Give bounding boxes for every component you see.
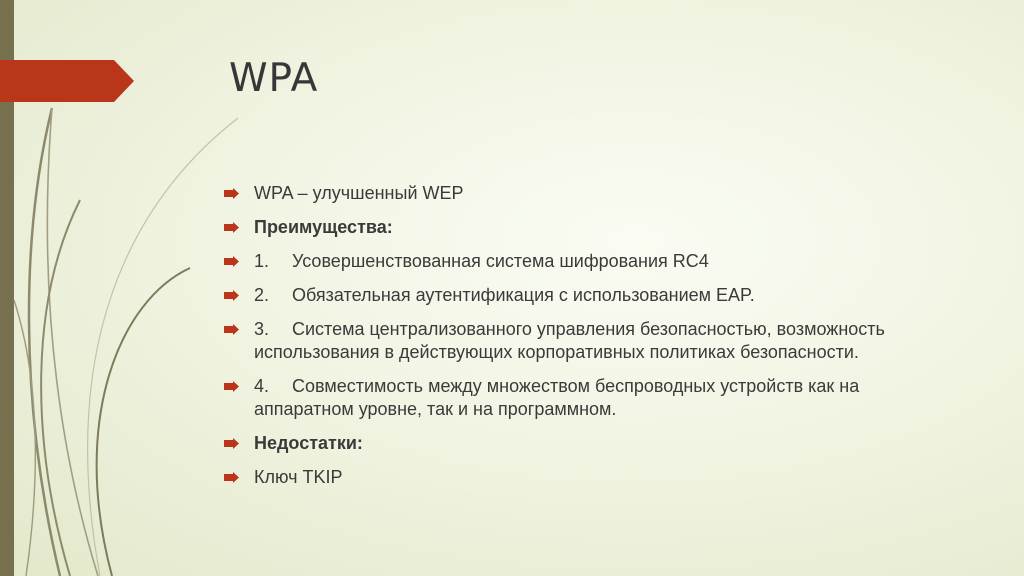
arrow-bullet-icon: [224, 381, 239, 392]
list-item: [224, 284, 954, 307]
disadvantages-heading: Недостатки:: [254, 433, 363, 453]
list-item: [224, 432, 954, 455]
arrow-bullet-icon: [224, 256, 239, 267]
slide-title: WPA: [229, 56, 319, 101]
list-item-text: Обязательная аутентификация с использованием EAP.: [292, 285, 755, 305]
bullet-list: [224, 182, 954, 489]
arrow-bullet-icon: [224, 188, 239, 199]
list-item: [224, 250, 954, 273]
list-item-text: Усовершенствованная система шифрования RC4: [292, 251, 709, 271]
list-item: [224, 375, 954, 421]
list-item-text: Система централизованного управления безопасностью, возможность использования в действующих корпоративных политиках безопасности.: [254, 319, 885, 362]
arrow-bullet-icon: [224, 438, 239, 449]
list-item-text: Совместимость между множеством беспроводных устройств как на аппаратном уровне, так и на программном.: [254, 376, 860, 419]
list-item: [224, 318, 954, 364]
item-number: 4.: [254, 376, 270, 396]
item-number: 1.: [254, 251, 270, 271]
list-item: [224, 216, 954, 239]
item-number: 3.: [254, 319, 270, 339]
advantages-heading: Преимущества:: [254, 217, 393, 237]
list-item: [224, 182, 954, 205]
arrow-bullet-icon: [224, 324, 239, 335]
list-item: [224, 466, 954, 489]
arrow-bullet-icon: [224, 222, 239, 233]
item-number: 2.: [254, 285, 270, 305]
list-item-text: WPA – улучшенный WEP: [254, 183, 464, 203]
arrow-bullet-icon: [224, 472, 239, 483]
list-item-text: Ключ TKIP: [254, 467, 343, 487]
title-accent-arrow: [0, 60, 134, 102]
arrow-bullet-icon: [224, 290, 239, 301]
